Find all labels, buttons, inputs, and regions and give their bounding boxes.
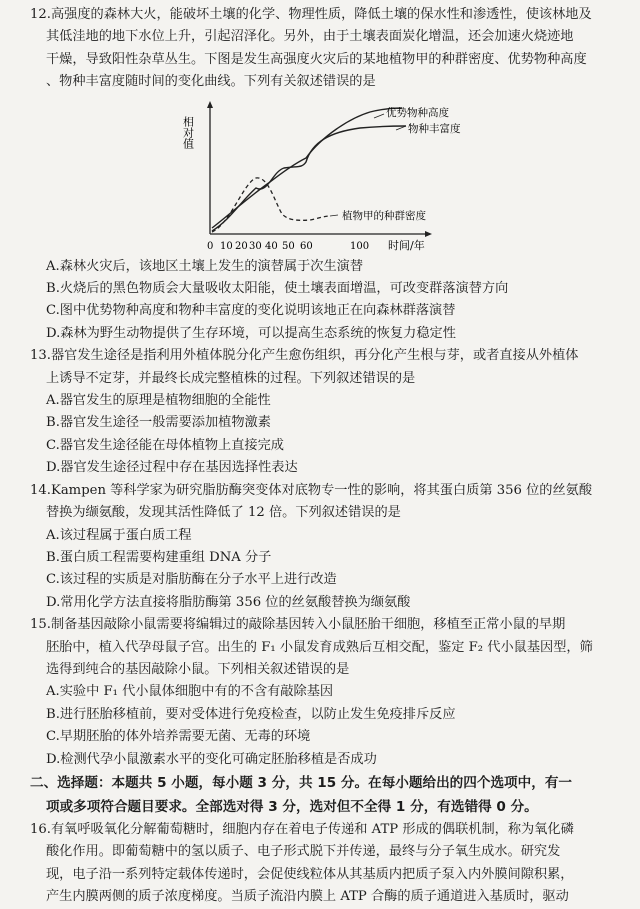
- x-axis-arrow: [425, 231, 432, 237]
- question-14: [30, 480, 618, 614]
- section-heading-line: 项或多项符合题目要求。全部选对得 3 分，选对但不全得 1 分，有选错得 0 分。: [46, 798, 538, 815]
- option-c: C.图中优势物种高度和物种丰富度的变化说明该地正在向森林群落演替: [46, 303, 456, 319]
- chart-svg: [170, 96, 490, 256]
- series-label: 物种丰富度: [408, 122, 461, 135]
- question-15-line: 胚胎中，植入代孕母鼠子宫。出生的 F₁ 小鼠发育成熟后互相交配，鉴定 F₂ 代小鼠基因型，筛: [46, 639, 593, 655]
- series-label: 植物甲的种群密度: [342, 209, 426, 222]
- question-16-line: 产生内膜两侧的质子浓度梯度。当质子流沿内膜上 ATP 合酶的质子通道进入基质时，驱动: [46, 889, 569, 905]
- x-tick-label: 30: [249, 240, 262, 252]
- question-12: [30, 4, 618, 345]
- option-b: B.火烧后的黑色物质会大量吸收太阳能，使土壤表面增温，可改变群落演替方向: [46, 281, 509, 297]
- question-12-line: 其低洼地的地下水位上升，引起沼泽化。另外，由于土壤表面炭化增温，还会加速火烧迹地: [46, 29, 574, 45]
- option-d: D.森林为野生动物提供了生存环境，可以提高生态系统的恢复力稳定性: [46, 325, 456, 341]
- question-16-line: 16.有氧呼吸氧化分解葡萄糖时，细胞内存在着电子传递和 ATP 形成的偶联机制，称为氧化磷: [30, 821, 574, 837]
- question-12-line: 12.高强度的森林大火，能破坏土壤的化学、物理性质，降低土壤的保水性和渗透性，使该林地及: [30, 7, 592, 22]
- option-a: A.实验中 F₁ 代小鼠体细胞中有的不含有敲除基因: [46, 684, 334, 700]
- leader-line: [374, 114, 384, 118]
- option-a: A.该过程属于蛋白质工程: [46, 527, 192, 543]
- question-12-line: 、物种丰富度随时间的变化曲线。下列有关叙述错误的是: [46, 74, 376, 90]
- option-a: A.器官发生的原理是植物细胞的全能性: [46, 393, 271, 409]
- x-tick-label: 10: [220, 240, 233, 252]
- question-13-line: 上诱导不定芽，并最终长成完整植株的过程。下列叙述错误的是: [46, 370, 416, 386]
- x-tick-label: 100: [350, 240, 370, 252]
- option-d: D.常用化学方法直接将脂肪酶第 356 位的丝氨酸替换为缬氨酸: [46, 594, 411, 610]
- question-15: [30, 614, 618, 771]
- question-13-line: 13.器官发生途径是指利用外植体脱分化产生愈伤组织，再分化产生根与芽，或者直接从外植体: [30, 348, 579, 364]
- question-15-line: 15.制备基因敲除小鼠需要将编辑过的敲除基因转入小鼠胚胎干细胞，移植至正常小鼠的早期: [30, 617, 566, 633]
- x-tick-label: 50: [282, 240, 295, 252]
- series-label: 优势物种高度: [386, 106, 449, 119]
- option-c: C.早期胚胎的体外培养需要无菌、无毒的环境: [46, 729, 311, 745]
- y-axis-arrow: [207, 101, 213, 108]
- option-b: B.进行胚胎移植前，要对受体进行免疫检查，以防止发生免疫排斥反应: [46, 706, 456, 722]
- question-12-line: 干燥，导致阳性杂草丛生。下图是发生高强度火灾后的某地植物甲的种群密度、优势物种高度: [46, 51, 587, 67]
- option-d: D.器官发生途径过程中存在基因选择性表达: [46, 460, 298, 476]
- question-16-line: 现，电子沿一系列特定载体传递时，会促使线粒体从其基质内把质子泵入内外膜间隙积累，: [46, 866, 574, 882]
- x-axis-label: 时间/年: [388, 238, 425, 252]
- option-a: A.森林火灾后，该地区土壤上发生的演替属于次生演替: [46, 258, 364, 274]
- y-axis-label: 相对值: [181, 115, 195, 149]
- leader-line: [330, 215, 338, 216]
- option-b: B.器官发生途径一般需要添加植物激素: [46, 415, 271, 431]
- question-15-line: 选得到纯合的基因敲除小鼠。下列相关叙述错误的是: [46, 661, 350, 677]
- option-c: C.该过程的实质是对脂肪酶在分子水平上进行改造: [46, 572, 337, 588]
- x-tick-label: 60: [300, 240, 313, 252]
- line-chart: [30, 96, 618, 256]
- question-14-line: 14.Kampen 等科学家为研究脂肪酶突变体对底物专一性的影响，将其蛋白质第 356 位的丝氨酸: [30, 482, 593, 498]
- section-heading-line: 二、选择题：本题共 5 小题，每小题 3 分，共 15 分。在每小题给出的四个选项中，有一: [30, 774, 573, 791]
- question-14-line: 替换为缬氨酸，发现其活性降低了 12 倍。下列叙述错误的是: [46, 505, 401, 521]
- question-13: [30, 345, 618, 479]
- x-tick-label: 20: [235, 240, 248, 252]
- x-tick-label: 0: [207, 240, 214, 252]
- option-b: B.蛋白质工程需要构建重组 DNA 分子: [46, 549, 272, 565]
- option-c: C.器官发生途径能在母体植物上直接完成: [46, 437, 284, 453]
- question-16: [30, 819, 618, 909]
- section-2-heading: [30, 771, 618, 819]
- series-plant-a-density: [212, 178, 330, 232]
- option-d: D.检测代孕小鼠激素水平的变化可确定胚胎移植是否成功: [46, 751, 377, 767]
- x-tick-label: 40: [265, 240, 278, 252]
- question-16-line: 酸化作用。即葡萄糖中的氢以质子、电子形式脱下并传递，最终与分子氧生成水。研究发: [46, 844, 561, 860]
